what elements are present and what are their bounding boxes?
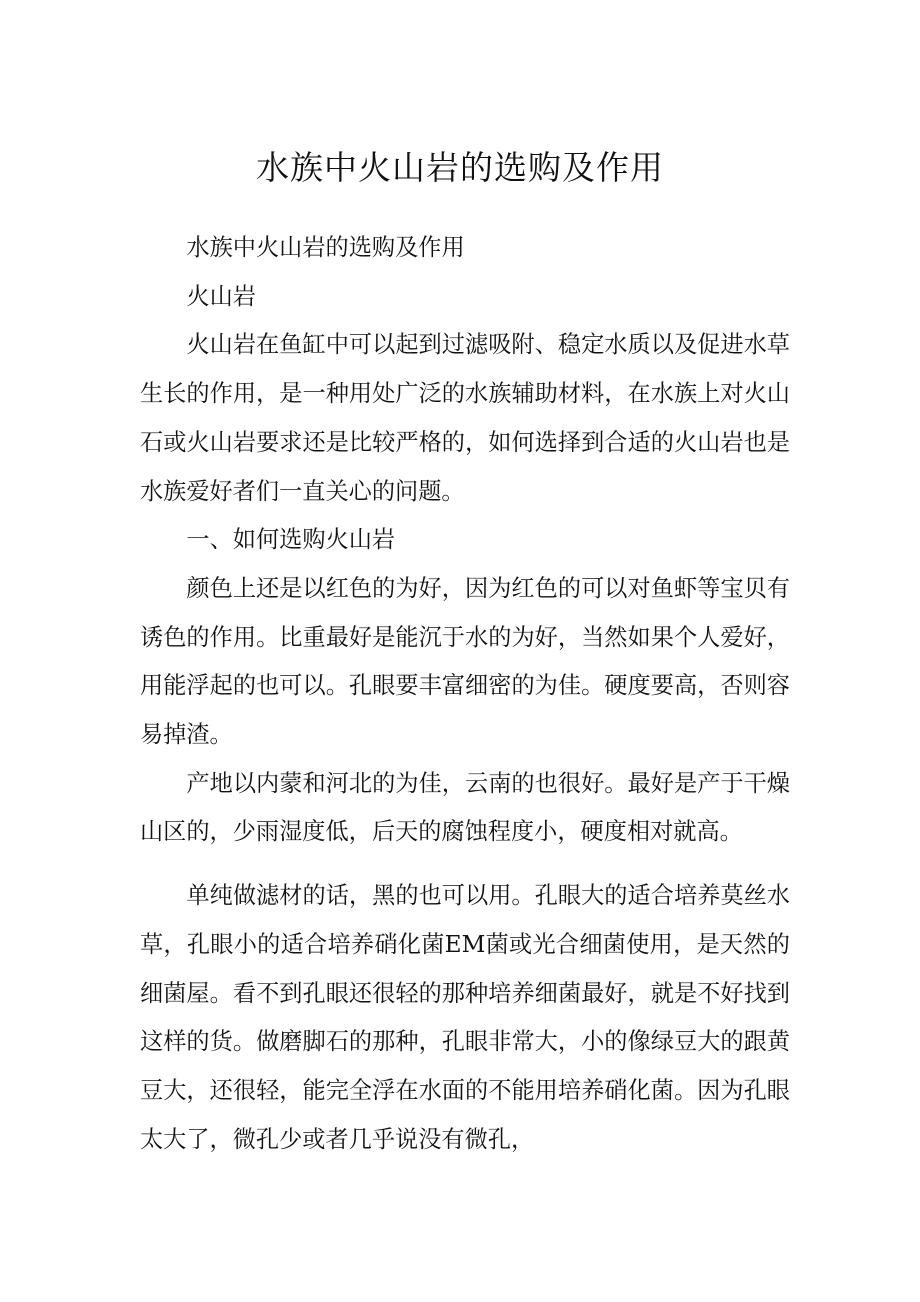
paragraph-subtitle: 水族中火山岩的选购及作用 <box>186 234 465 261</box>
paragraph-intro: 火山岩在鱼缸中可以起到过滤吸附、稳定水质以及促进水草生长的作用，是一种用处广泛的水族辅助材料，在水族上对火山石或火山岩要求还是比较严格的，如何选择到合适的火山岩也是水族爱好者们一直关心的问题。 <box>140 331 790 505</box>
paragraph-origin: 产地以内蒙和河北的为佳，云南的也很好。最好是产于干燥山区的，少雨湿度低，后天的腐蚀程度小，硬度相对就高。 <box>140 769 790 846</box>
document-title: 水族中火山岩的选购及作用 <box>256 148 664 187</box>
paragraph-section-heading: 一、如何选购火山岩 <box>186 526 396 554</box>
paragraph-spacer <box>140 857 790 872</box>
paragraph-color-selection: 颜色上还是以红色的为好，因为红色的可以对鱼虾等宝贝有诱色的作用。比重最好是能沉于水的为好，当然如果个人爱好，用能浮起的也可以。孔眼要丰富细密的为佳。硬度要高，否则容易掉渣。 <box>140 574 790 749</box>
paragraph-filter-material: 单纯做滤材的话，黑的也可以用。孔眼大的适合培养莫丝水草，孔眼小的适合培养硝化菌EM菌或光合细菌使用，是天然的细菌屋。看不到孔眼还很轻的那种培养细菌最好，就是不好找到这样的货。做磨脚石的那种，孔眼非常大，小的像绿豆大的跟黄豆大，还很轻，能完全浮在水面的不能用培养硝化菌。因为孔眼太大了，微孔少或者几乎说没有微孔， <box>140 882 790 1153</box>
paragraph-heading-volcanic-rock: 火山岩 <box>186 282 256 310</box>
document-body <box>140 224 790 1164</box>
